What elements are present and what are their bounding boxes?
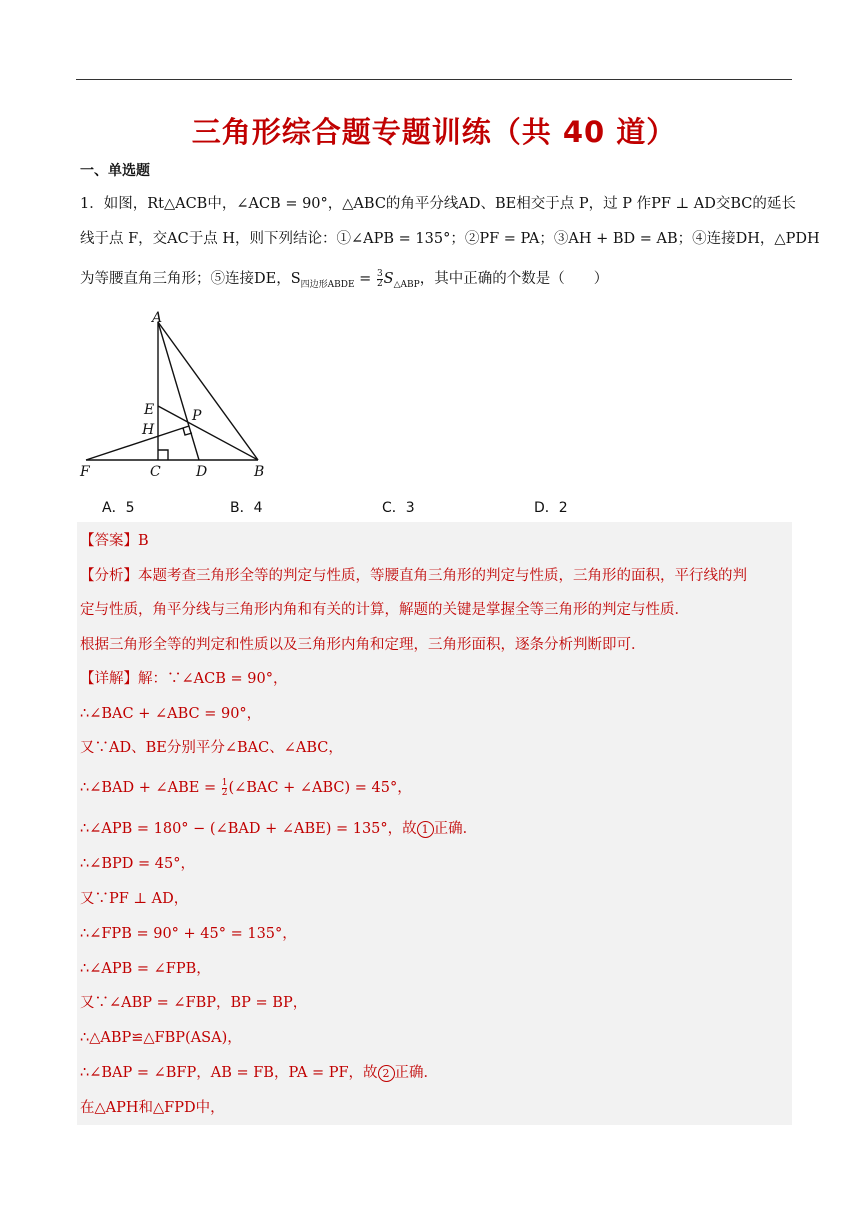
detail-line-4 (80, 778, 790, 798)
detail-line-12-post: 正确． (394, 1065, 439, 1081)
question-line-3 (80, 269, 792, 295)
detail-line-5-post: 正确． (433, 821, 478, 837)
detail-line-7: 又∵PF ⊥ AD， (80, 891, 189, 907)
fraction-three-halves (377, 270, 383, 289)
label-F: F (80, 464, 90, 480)
analysis-line-2: 定与性质，角平分线与三角形内角和有关的计算，解题的关键是掌握全等三角形的判定与性质． (80, 602, 689, 618)
segment-FP (86, 426, 189, 460)
fraction-numerator: 3 (376, 268, 383, 279)
segment-AB (158, 322, 258, 460)
label-H: H (142, 422, 155, 438)
detail-line-2: ∴∠BAC + ∠ABC = 90°， (80, 706, 262, 722)
label-D: D (196, 464, 208, 480)
detail-line-4-post: (∠BAC + ∠ABC) = 45°， (228, 780, 412, 796)
detail-line-5-pre: ∴∠APB = 180° − (∠BAD + ∠ABE) = 135°，故 (80, 821, 417, 837)
detail-line-12-pre: ∴∠BAP = ∠BFP，AB = FB，PA = PF，故 (80, 1065, 378, 1081)
triangle-figure (76, 306, 276, 482)
question-line-3-pre: 为等腰直角三角形；⑤连接DE，S (80, 271, 301, 287)
detail-line-10: 又∵∠ABP = ∠FBP，BP = BP， (80, 995, 308, 1011)
label-A: A (152, 310, 163, 326)
area-subscript: 四边形ABDE (300, 279, 355, 290)
area-symbol: S (383, 271, 394, 287)
detail-line-12 (80, 1063, 790, 1083)
right-angle-C (158, 450, 168, 460)
label-P: P (192, 408, 202, 424)
circled-number-1: 1 (417, 821, 434, 838)
equals-sign: = (354, 271, 376, 287)
half-numerator: 1 (221, 777, 228, 788)
circled-number-2: 2 (378, 1065, 395, 1082)
detail-line-5 (80, 819, 790, 839)
fraction-denominator: 2 (376, 278, 383, 289)
half-denominator: 2 (221, 787, 228, 798)
detail-line-13: 在△APH和△FPD中， (80, 1100, 225, 1116)
analysis-line-1: 【分析】本题考查三角形全等的判定与性质，等腰直角三角形的判定与性质，三角形的面积，平行线的判 (80, 568, 747, 584)
option-d[interactable]: D．2 (534, 500, 568, 516)
detail-line-4-pre: ∴∠BAD + ∠ABE = (80, 780, 221, 796)
top-rule (76, 79, 792, 80)
option-a[interactable]: A．5 (102, 500, 135, 516)
detail-line-6: ∴∠BPD = 45°， (80, 856, 195, 872)
option-c[interactable]: C．3 (382, 500, 415, 516)
section-heading: 一、单选题 (80, 163, 150, 179)
detail-line-8: ∴∠FPB = 90° + 45° = 135°， (80, 926, 297, 942)
segment-AD (158, 322, 199, 460)
fraction-one-half (222, 779, 228, 798)
detail-line-3: 又∵AD、BE分别平分∠BAC、∠ABC， (80, 740, 343, 756)
label-E: E (144, 402, 155, 418)
label-C: C (150, 464, 161, 480)
question-line-1: 1．如图，Rt△ACB中，∠ACB = 90°，△ABC的角平分线AD、BE相交于点 P，过 P 作PF ⊥ AD交BC的延长 (80, 196, 796, 212)
label-B: B (254, 464, 265, 480)
question-line-3-post: ，其中正确的个数是（ ） (419, 271, 609, 287)
option-b[interactable]: B．4 (230, 500, 263, 516)
segment-EB (158, 406, 258, 460)
page-title: 三角形综合题专题训练（共 40 道） (191, 115, 677, 149)
analysis-line-3: 根据三角形全等的判定和性质以及三角形内角和定理，三角形面积，逐条分析判断即可． (80, 637, 646, 653)
area-subscript-2: △ABP (393, 279, 420, 290)
question-line-2: 线于点 F，交AC于点 H，则下列结论：①∠APB = 135°；②PF = PA；③AH + BD = AB；④连接DH，△PDH (80, 231, 820, 247)
detail-line-9: ∴∠APB = ∠FPB， (80, 961, 211, 977)
detail-line-11: ∴△ABP≌△FBP(ASA)， (80, 1030, 242, 1046)
answer-line: 【答案】B (80, 533, 149, 549)
detail-line-1: 【详解】解：∵∠ACB = 90°， (80, 671, 288, 687)
